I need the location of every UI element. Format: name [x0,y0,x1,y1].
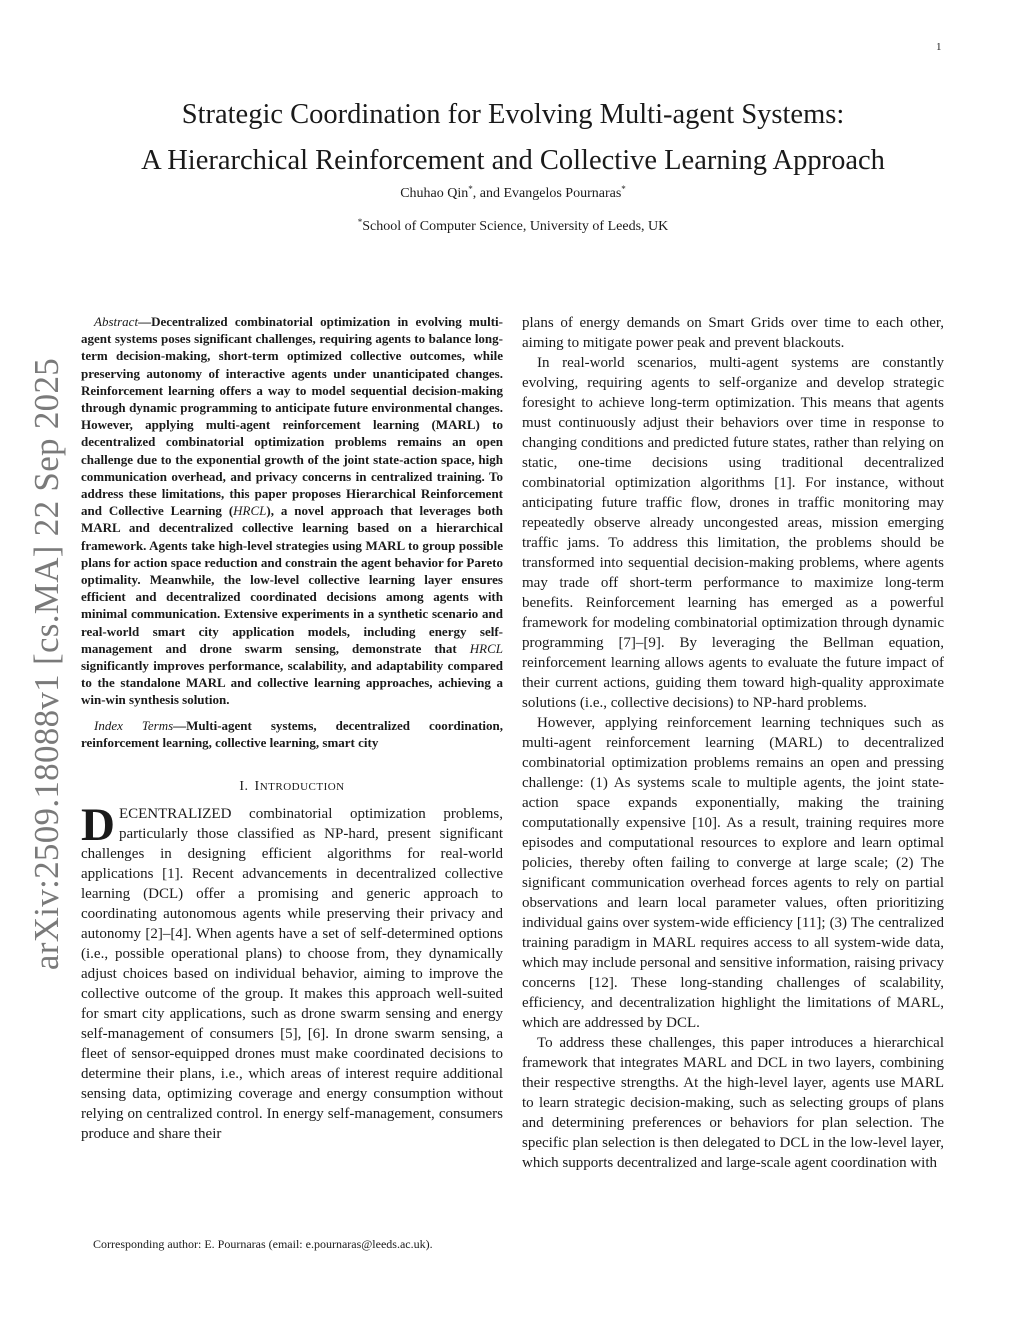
abstract-hrcl-1: HRCL [233,503,267,519]
section-title-cap: I [254,779,260,795]
index-terms-dash: — [173,717,187,733]
abstract-text-2: ), a novel approach that leverages both MARL and decentralized collective learning based on a hierarchical framework. Agents take high-level strategies using MARL to group possible plans for action space reduction and constrain the agent behavior for Pareto optimality. Meanwhile, the low-level collective learning layer ensures efficient and decentralized coordinated decisions among agents with minimal communication. Extensive experiments in a synthetic scenario and real-world smart city application models, including energy self-management and drone swarm sensing, demonstrate that [81,503,503,656]
author-2: Evangelos Pournaras [503,186,622,201]
index-terms-label: Index Terms [94,717,174,733]
section-heading-introduction [81,779,503,795]
affiliation-text: School of Computer Science, University of Leeds, UK [362,219,669,234]
abstract [81,313,503,709]
paper-title [80,92,946,184]
section-title-rest: NTRODUCTION [259,781,345,794]
title-line-2: A Hierarchical Reinforcement and Collective Learning Approach [141,145,885,176]
corresponding-author-footnote: Corresponding author: E. Pournaras (email: e.pournaras@leeds.ac.uk). [93,1237,433,1251]
abstract-text-1: Decentralized combinatorial optimization in evolving multi-agent systems poses significant challenges, requiring agents to balance long-term decision-making, short-term optimized collective outcomes, while preserving autonomy of interactive agents under unanticipated changes. Reinforcement learning offers a way to model sequential decision-making through dynamic programming to anticipate future environmental changes. However, applying multi-agent reinforcement learning (MARL) to decentralized combinatorial optimization problems remains an open challenge due to the exponential growth of the joint state-action space, high communication overhead, and privacy concerns in centralized training. To address these limitations, this paper proposes Hierarchical Reinforcement and Collective Learning ( [81,314,503,519]
author-separator: , and [472,186,504,201]
abstract-text-3: significantly improves performance, scalability, and adaptability compared to the standalone MARL and collective learning approaches, achieving a win-win synthesis solution. [81,658,503,708]
author-list [80,186,946,202]
intro-text: ECENTRALIZED combinatorial optimization problems, particularly those classified as NP-hard, present significant challenges in designing efficient algorithms for real-world applications [1]. Recent advancements in decentralized collective learning (DCL) offer a promising and generic approach to coordinating autonomous agents while preserving their privacy and autonomy [2]–[4]. When agents have a set of self-determined options (i.e., possible operational plans) to choose from, they dynamically adjust choices based on individual behavior, aiming to improve the collective outcome of the group. It makes this approach well-suited for smart city applications, such as drone swarm sensing and energy self-management of consumers [5], [6]. In drone swarm sensing, a fleet of sensor-equipped drones must make coordinated decisions to determine their plans, i.e., which areas of interest require additional sensing data, optimizing coverage and energy consumption without relying on centralized control. In energy self-management, consumers produce and share their [81,806,503,1143]
index-terms-text: Multi-agent systems, decentralized coordination, reinforcement learning, collective learning, smart city [81,717,504,750]
arxiv-identifier[interactable]: arXiv:2509.18088v1 [cs.MA] 22 Sep 2025 [27,357,66,971]
abstract-label: Abstract [94,314,139,329]
right-column [522,313,944,1173]
intro-paragraph [81,799,503,1144]
right-paragraph-1: plans of energy demands on Smart Grids over time to each other, aiming to mitigate power peak and prevent blackouts. [522,315,944,351]
right-paragraph-4: To address these challenges, this paper introduces a hierarchical framework that integrates MARL and DCL in two layers, combining their respective strengths. At the high-level layer, agents use MARL to learn strategic decision-making, such as selecting groups of plans and determining preferences or behaviors for plan selection. The specific plan selection is then delegated to DCL in the low-level layer, which supports decentralized and large-scale agent coordination with [522,1035,944,1171]
author-2-mark: * [621,184,626,194]
abstract-dash: — [138,314,152,329]
author-1-mark: * [468,184,473,194]
affiliation-mark: * [357,217,363,227]
right-paragraph-2: In real-world scenarios, multi-agent systems are constantly evolving, requiring agents to self-organize and develop strategic foresight to achieve long-term optimization. This means that agents must continuously adjust their behaviors over time in response to changing conditions and predicted future states, rather than relying on static, one-time decisions using traditional decentralized combinatorial optimization algorithms [1]. For instance, without anticipating future traffic flow, drones in traffic monitoring may repeatedly observe already uncongested areas, mission emerging traffic jams. To address this limitation, the problems should be transformed into sequential decision-making problems, where agents may trade off short-term performance to maximize long-term benefits. Reinforcement learning has emerged as a powerful framework for modeling combinatorial optimization through dynamic programming [7]–[9]. By leveraging the Bellman equation, reinforcement learning allows agents to evaluate the future impact of their current actions, guiding them toward high-quality approximate solutions (i.e., collective decisions) to NP-hard problems. [522,355,944,711]
section-number: I. [239,779,249,795]
affiliation [80,219,946,235]
left-column [81,313,503,1144]
drop-cap: D [81,799,115,852]
author-1: Chuhao Qin [400,186,469,201]
title-line-1: Strategic Coordination for Evolving Multi-agent Systems: [181,99,845,130]
index-terms [81,717,503,751]
abstract-hrcl-2: HRCL [469,640,503,656]
right-paragraph-3: However, applying reinforcement learning techniques such as multi-agent reinforcement learning (MARL) to decentralized combinatorial optimization problems remains an open and pressing challenge: (1) As systems scale to multiple agents, the joint state-action space expands exponentially, making the training computationally expensive [10]. As a result, training requires more episodes and computational resources to explore and learn optimal policies, thereby often failing to converge at large scale; (2) The significant communication overhead forces agents to rely on partial observations and learn local parameter values, often prioritizing individual gains over system-wide efficiency [11]; (3) The centralized training paradigm in MARL requires access to all system-wide data, which may include personal and sensitive information, raising privacy concerns [12]. These long-standing challenges of scalability, efficiency, and decentralization highlight the limitations of MARL, which are addressed by DCL. [522,715,944,1031]
page-number: 1 [936,41,942,53]
